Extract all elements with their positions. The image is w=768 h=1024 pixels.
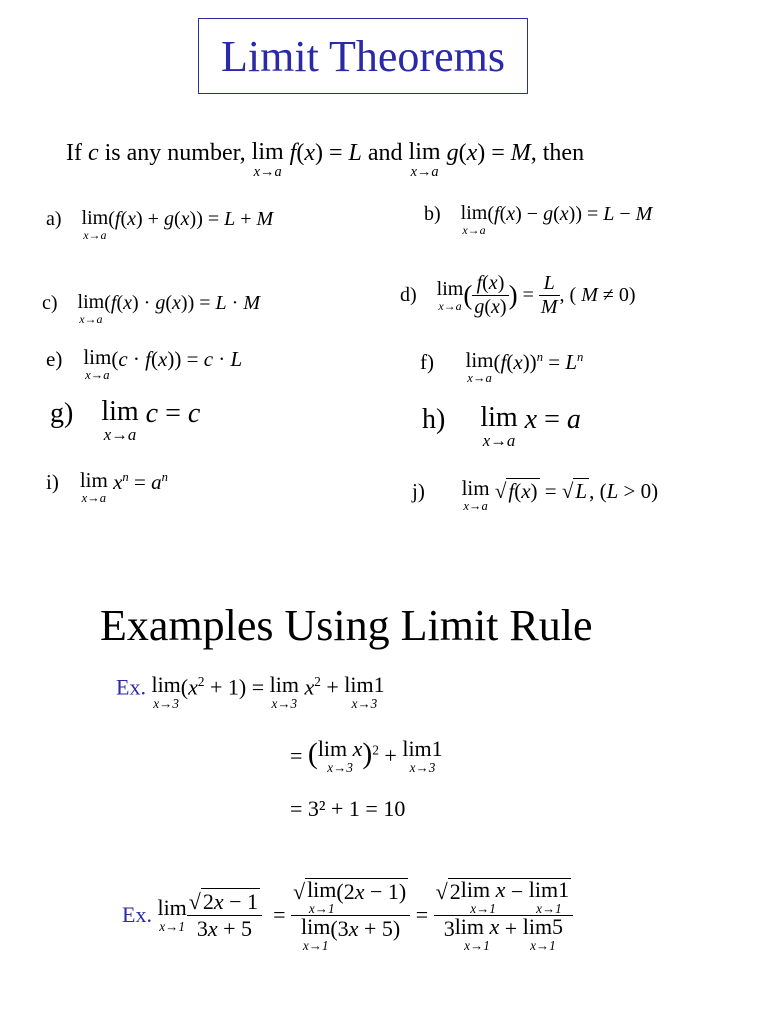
title-box	[198, 18, 528, 94]
rule-e: e) lim x→a (c · f(x)) = c · L	[46, 345, 243, 382]
rule-c: c) lim x→a (f(x) · g(x)) = L · M	[42, 291, 260, 326]
intro-line: If c is any number, lim x→a f(x) = L and lim x→a g(x) = M, then	[66, 139, 585, 180]
example-label: Ex.	[122, 902, 152, 928]
limit-expression: lim x→a	[408, 139, 441, 180]
rule-d: d) lim x→a ( $\frac{f(x)}{g(x)}$ ) = $\frac{L}{M}$ , ( M ≠ 0)	[400, 272, 636, 318]
rule-label: i)	[46, 470, 59, 494]
rule-label: f)	[420, 350, 434, 374]
rule-label: e)	[46, 347, 63, 371]
rule-f: f) lim x→a $(f(x))^n = L^n$	[420, 348, 584, 385]
example1-line2: = ( lim x x→3 )$^2$ + lim1 x→3	[290, 736, 443, 775]
rule-j: j) lim x→a √f(x) = √L, (L > 0)	[412, 476, 659, 513]
intro-then: , then	[530, 140, 585, 166]
limit-expression: lim x→a	[251, 139, 284, 180]
rule-label: c)	[42, 292, 58, 314]
rule-a: a) lim x→a (f(x) + g(x)) = L + M	[46, 207, 274, 242]
rule-label: h)	[422, 404, 446, 435]
rule-b: b) lim x→a (f(x) − g(x)) = L − M	[424, 202, 653, 237]
rule-label: a)	[46, 208, 62, 230]
example2: Ex. lim x→1 $\frac{√2x - 1}{3x + 5}$ = √ lim x→1 (2x − 1) lim x→1 (3x + 5) = √2 lim x x→1 − lim1 x→1 3 lim x x→1 + lim5 x→1	[122, 878, 573, 952]
intro-c: c	[87, 140, 99, 166]
rule-label: g)	[50, 398, 74, 429]
rule-h: h) lim x→a x = a	[422, 402, 581, 450]
examples-heading: Examples Using Limit Rule	[100, 601, 593, 650]
intro-mid: is any number,	[98, 140, 252, 166]
rule-label: d)	[400, 284, 417, 306]
example1-line1: Ex. lim x→3 $(x^2 + 1)$ = lim x→3 $x^2$ + lim1 x→3	[116, 672, 385, 711]
page-title: Limit Theorems	[221, 32, 505, 81]
intro-and: and	[361, 140, 409, 166]
example1-line3: = 3² + 1 = 10	[290, 796, 406, 821]
rule-label: j)	[412, 479, 425, 503]
example-label: Ex.	[116, 674, 146, 700]
rule-i: i) lim x→a $x^n = a^n$	[46, 468, 168, 505]
rule-g: g) lim x→a c = c	[50, 396, 201, 444]
intro-if: If	[66, 140, 88, 166]
rule-label: b)	[424, 203, 441, 225]
